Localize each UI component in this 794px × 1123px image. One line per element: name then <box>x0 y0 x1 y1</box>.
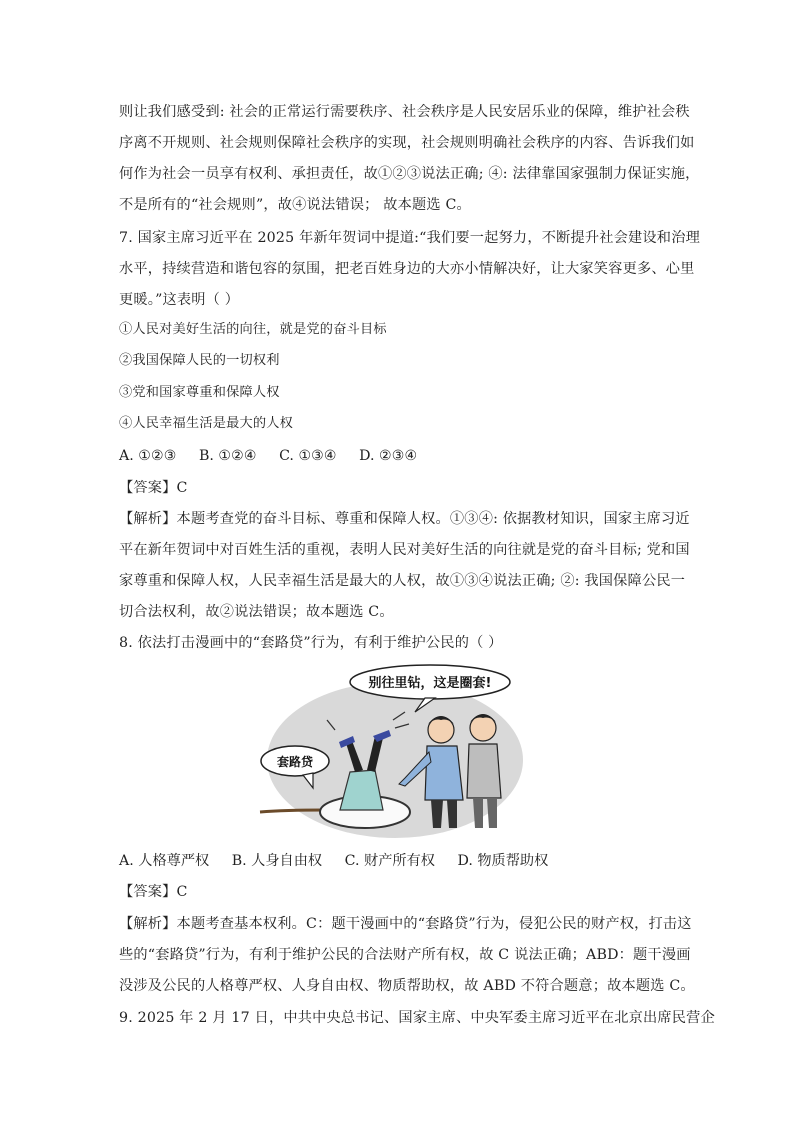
q7-answer: 【答案】C <box>119 480 188 496</box>
q7-options <box>119 446 435 466</box>
q8-option-b: B. 人身自由权 <box>231 853 323 869</box>
q8-analysis-line: 【解析】本题考查基本权利。C：题干漫画中的“套路贷”行为，侵犯公民的财产权，打击这 <box>119 916 692 932</box>
q7-analysis-line: 平在新年贺词中对百姓生活的重视，表明人民对美好生活的向往就是党的奋斗目标; 党和国 <box>119 542 690 558</box>
q9-stem: 9. 2025 年 2 月 17 日，中共中央总书记、国家主席、中央军委主席习近平在北京出席民营企 <box>119 1010 715 1026</box>
q6-analysis-line: 序离不开规则、社会规则保障社会秩序的实现，社会规则明确社会秩序的内容、告诉我们如 <box>119 135 695 151</box>
q7-statement: ②我国保障人民的一切权利 <box>119 353 280 368</box>
speech-bubble-text: 别往里钻，这是圈套! <box>368 676 492 691</box>
q7-stem-line: 更暖。”这表明（ ） <box>119 292 240 308</box>
q8-analysis-line: 些的“套路贷”行为，有利于维护公民的合法财产所有权，故 C 说法正确；ABD：题干漫画 <box>119 947 691 963</box>
q6-analysis-line: 则让我们感受到: 社会的正常运行需要秩序、社会秩序是人民安居乐业的保障，维护社会秩 <box>119 104 690 120</box>
q8-answer: 【答案】C <box>119 884 188 900</box>
man2-shirt <box>467 744 501 798</box>
man1-shirt <box>425 746 463 800</box>
q8-analysis-line: 没涉及公民的人格尊严权、人身自由权、物质帮助权，故 ABD 不符合题意；故本题选 C。 <box>119 978 695 994</box>
q7-option-a: A. ①②③ <box>119 448 177 464</box>
q7-option-d: D. ②③④ <box>359 448 418 464</box>
q8-stem: 8. 依法打击漫画中的“套路贷”行为，有利于维护公民的（ ） <box>119 635 503 651</box>
q7-option-b: B. ①②④ <box>198 448 257 464</box>
q6-analysis-line: 何作为社会一员享有权利、承担责任，故①②③说法正确; ④: 法律靠国家强制力保证实施， <box>119 166 700 182</box>
q6-analysis-line: 不是所有的“社会规则”，故④说法错误； 故本题选 C。 <box>119 197 471 213</box>
q7-analysis-line: 家尊重和保障人权，人民幸福生活是最大的人权，故①③④说法正确; ②: 我国保障公民一 <box>119 573 686 589</box>
q7-option-c: C. ①③④ <box>279 448 337 464</box>
q8-option-c: C. 财产所有权 <box>344 853 435 869</box>
q7-statement: ③党和国家尊重和保障人权 <box>119 385 280 400</box>
q7-analysis-line: 【解析】本题考查党的奋斗目标、尊重和保障人权。①③④: 依据教材知识，国家主席习近 <box>119 511 690 527</box>
q8-options <box>119 851 566 871</box>
q7-stem-line: 水平，持续营造和谐包容的氛围，把老百姓身边的大亦小情解决好，让大家笑容更多、心里 <box>119 261 695 277</box>
q8-cartoon-image <box>255 660 523 842</box>
q7-analysis-line: 切合法权利，故②说法错误；故本题选 C。 <box>119 604 394 620</box>
q7-statement: ①人民对美好生活的向往，就是党的奋斗目标 <box>119 322 387 337</box>
sign-text: 套路贷 <box>276 755 314 769</box>
q8-option-a: A. 人格尊严权 <box>119 853 210 869</box>
q8-option-d: D. 物质帮助权 <box>457 853 549 869</box>
q7-statement: ④人民幸福生活是最大的人权 <box>119 416 294 431</box>
q7-stem-line: 7. 国家主席习近平在 2025 年新年贺词中提道:“我们要一起努力，不断提升社会建设和治理 <box>119 230 700 246</box>
